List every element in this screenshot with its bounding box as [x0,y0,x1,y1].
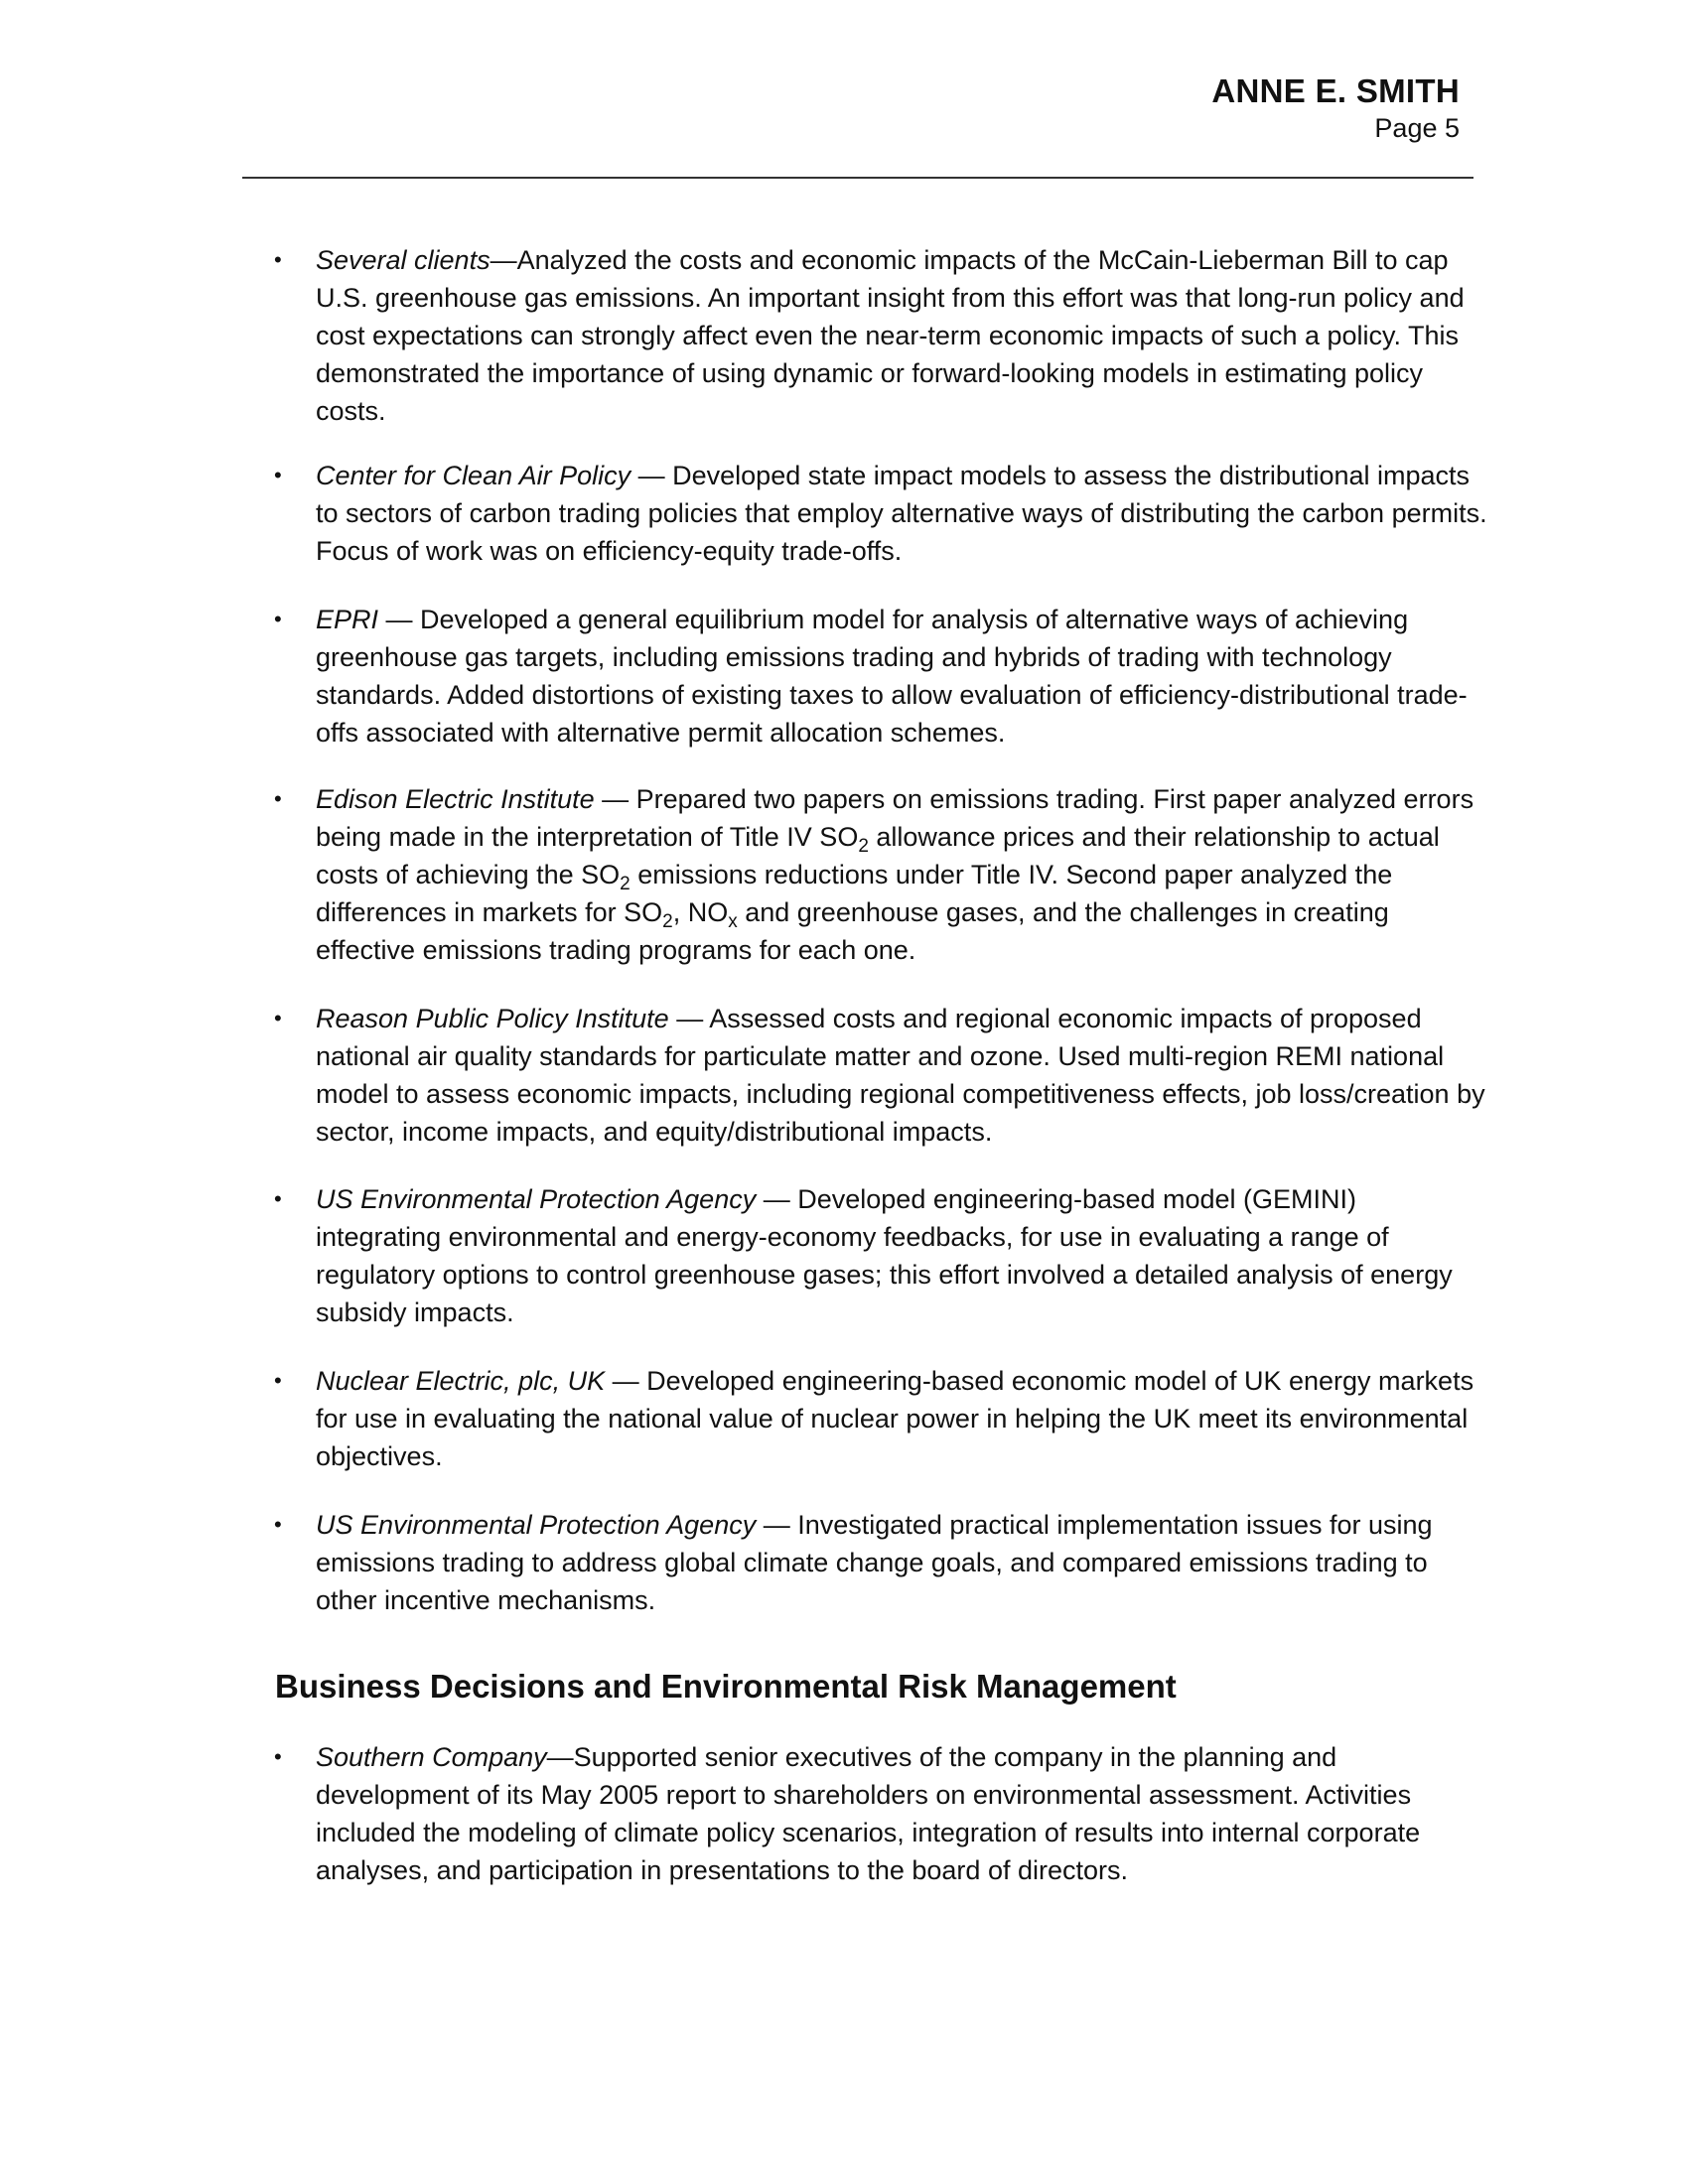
bullet-icon: • [274,1368,282,1393]
client-name: Edison Electric Institute [316,784,595,814]
client-name: Center for Clean Air Policy [316,461,632,490]
list-item [274,457,1487,570]
bullet-icon: • [274,247,282,272]
item-text: Southern Company—Supported senior executives of the company in the planning and development of its May 2005 report to shareholders on environmental assessment. Activities included the modeling of climate policy scenarios, integration of results into internal corporate analyses, and participation in presentations to the board of directors. [316,1742,1421,1885]
bullet-icon: • [274,1006,282,1030]
page-number: Page 5 [1374,113,1460,143]
header-rule [242,177,1474,179]
bullet-icon: • [274,1512,282,1537]
item-text: US Environmental Protection Agency — Investigated practical implementation issues for using emissions trading to address global climate change goals, and compared emissions trading to other incentive mechanisms. [316,1510,1433,1615]
list-item [274,241,1487,430]
section-heading: Business Decisions and Environmental Risk Management [275,1668,1177,1705]
client-name: Several clients [316,245,491,275]
item-text: US Environmental Protection Agency — Developed engineering-based model (GEMINI) integrating environmental and energy-economy feedbacks, for use in evaluating a range of regulatory options to control greenhouse gases; this effort involved a detailed analysis of energy subsidy impacts. [316,1184,1453,1327]
client-name: US Environmental Protection Agency [316,1184,757,1214]
page-header [1211,71,1460,145]
item-text: Nuclear Electric, plc, UK — Developed engineering-based economic model of UK energy markets for use in evaluating the national value of nuclear power in helping the UK meet its environmental objectives. [316,1366,1474,1471]
client-name: Nuclear Electric, plc, UK [316,1366,606,1396]
bullet-icon: • [274,1744,282,1769]
list-item [274,1000,1487,1151]
list-item [274,1362,1487,1475]
item-text: Several clients—Analyzed the costs and economic impacts of the McCain-Lieberman Bill to cap U.S. greenhouse gas emissions. An important insight from this effort was that long-run policy and cost expectations can strongly affect even the near-term economic impacts of such a policy. This demonstrated the importance of using dynamic or forward-looking models in estimating policy costs. [316,245,1465,426]
list-item [274,1738,1487,1889]
client-name: EPRI [316,605,379,634]
item-text: EPRI — Developed a general equilibrium model for analysis of alternative ways of achieving greenhouse gas targets, including emissions trading and hybrids of trading with technology standards. Added distortions of existing taxes to allow evaluation of efficiency-distributional trade-offs associated with alternative permit allocation schemes. [316,605,1468,748]
item-text: Reason Public Policy Institute — Assessed costs and regional economic impacts of proposed national air quality standards for particulate matter and ozone. Used multi-region REMI national model to assess economic impacts, including regional competitiveness effects, job loss/creation by sector, income impacts, and equity/distributional impacts. [316,1004,1485,1147]
item-text: Center for Clean Air Policy — Developed state impact models to assess the distributional impacts to sectors of carbon trading policies that employ alternative ways of distributing the carbon permits. Focus of work was on efficiency-equity trade-offs. [316,461,1487,566]
client-name: Reason Public Policy Institute [316,1004,669,1033]
list-item [274,601,1487,751]
bullet-icon: • [274,1186,282,1211]
bullet-icon: • [274,463,282,487]
list-item [274,1506,1487,1619]
client-name: Southern Company [316,1742,547,1772]
author-name: ANNE E. SMITH [1211,72,1460,109]
item-text: Edison Electric Institute — Prepared two papers on emissions trading. First paper analyzed errors being made in the interpretation of Title IV $SO_2$ allowance prices and their relationship to actual costs of achieving the $SO_2$ emissions reductions under Title IV. Second paper analyzed the differences in markets for $SO_2$, $NO_x$ and greenhouse gases, and the challenges in creating effective emissions trading programs for each one. [316,784,1474,965]
client-name: US Environmental Protection Agency [316,1510,757,1540]
bullet-icon: • [274,607,282,631]
bullet-icon: • [274,786,282,811]
list-item [274,780,1487,969]
list-item [274,1180,1487,1331]
